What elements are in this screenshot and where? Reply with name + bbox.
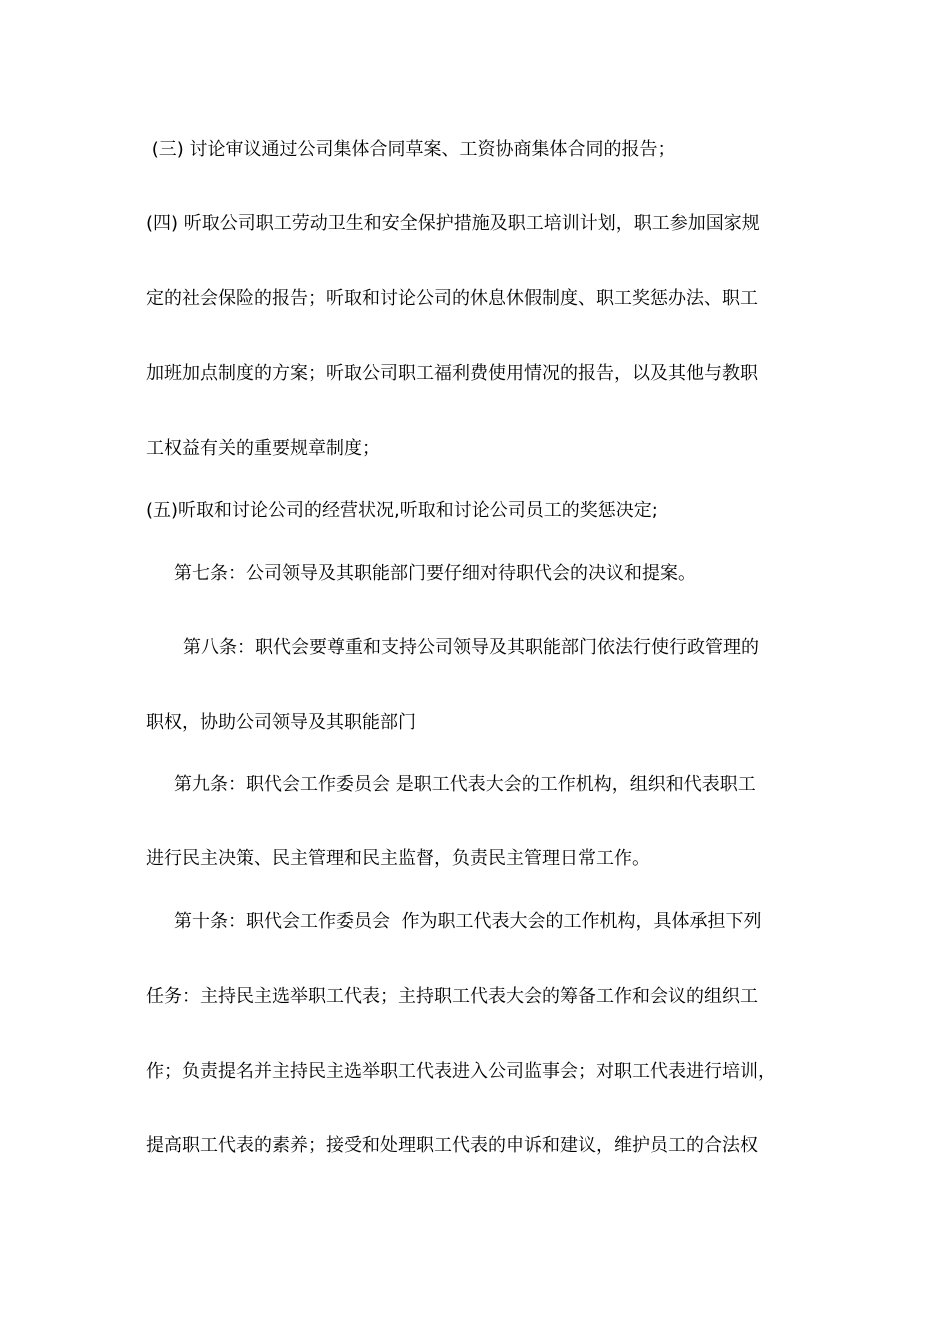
text-line-12: 第十条：职代会工作委员会 作为职工代表大会的工作机构，具体承担下列 <box>174 911 762 932</box>
text-line-2: (四) 听取公司职工劳动卫生和安全保护措施及职工培训计划，职工参加国家规 <box>146 213 760 234</box>
text-line-14: 作；负责提名并主持民主选举职工代表进入公司监事会；对职工代表进行培训， <box>146 1061 776 1082</box>
text-line-7: 第七条：公司领导及其职能部门要仔细对待职代会的决议和提案。 <box>174 563 696 584</box>
text-line-5: 工权益有关的重要规章制度； <box>146 438 380 459</box>
text-line-6: (五)听取和讨论公司的经营状况,听取和讨论公司员工的奖惩决定; <box>146 500 658 521</box>
text-line-9: 职权，协助公司领导及其职能部门 <box>146 712 416 733</box>
text-line-1: (三) 讨论审议通过公司集体合同草案、工资协商集体合同的报告； <box>146 139 676 160</box>
text-line-3: 定的社会保险的报告；听取和讨论公司的休息休假制度、职工奖惩办法、职工 <box>146 288 758 309</box>
text-line-13: 任务：主持民主选举职工代表；主持职工代表大会的筹备工作和会议的组织工 <box>146 986 758 1007</box>
text-line-4: 加班加点制度的方案；听取公司职工福利费使用情况的报告，以及其他与教职 <box>146 363 758 384</box>
text-line-15: 提高职工代表的素养；接受和处理职工代表的申诉和建议，维护员工的合法权 <box>146 1135 758 1156</box>
text-line-10: 第九条：职代会工作委员会 是职工代表大会的工作机构，组织和代表职工 <box>174 774 756 795</box>
text-line-8: 第八条：职代会要尊重和支持公司领导及其职能部门依法行使行政管理的 <box>183 637 759 658</box>
text-line-11: 进行民主决策、民主管理和民主监督，负责民主管理日常工作。 <box>146 848 650 869</box>
